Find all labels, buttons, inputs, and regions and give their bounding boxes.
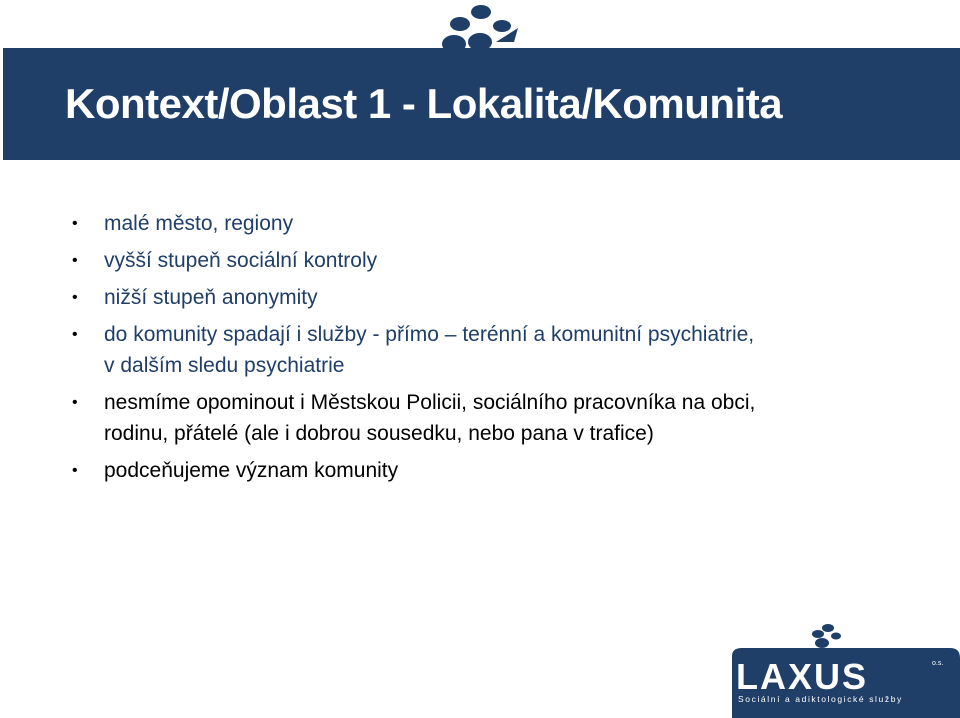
bullet-item: • nesmíme opominout i Městskou Policii, sociálního pracovníka na obci, rodinu, přátelé (ale i dobrou sousedku, nebo pana v trafice) xyxy=(0,387,900,449)
bullet-item: • podceňujeme význam komunity xyxy=(0,455,900,486)
laxus-dots-logo-icon xyxy=(436,2,526,74)
bullet-dot-icon: • xyxy=(72,289,78,306)
bullet-dot-icon: • xyxy=(72,215,78,232)
laxus-logo xyxy=(724,620,960,718)
bullet-dot-icon: • xyxy=(72,326,78,343)
bullet-item: • nižší stupeň anonymity xyxy=(0,282,900,313)
bullet-item: • vyšší stupeň sociální kontroly xyxy=(0,245,900,276)
bullet-item: • do komunity spadají i služby - přímo – terénní a komunitní psychiatrie, v dalším sledu psychiatrie xyxy=(0,319,900,381)
bullet-dot-icon: • xyxy=(72,462,78,479)
logo-suffix: o.s. xyxy=(932,660,944,667)
bullet-dot-icon: • xyxy=(72,394,78,411)
bullet-list xyxy=(0,208,900,492)
bullet-dot-icon: • xyxy=(72,252,78,269)
logo-subtitle: Sociální a adiktologické služby xyxy=(738,694,903,704)
bullet-item: • malé město, regiony xyxy=(0,208,900,239)
logo-name: LAXUS xyxy=(736,656,869,697)
slide-title: Kontext/Oblast 1 - Lokalita/Komunita xyxy=(65,80,783,127)
